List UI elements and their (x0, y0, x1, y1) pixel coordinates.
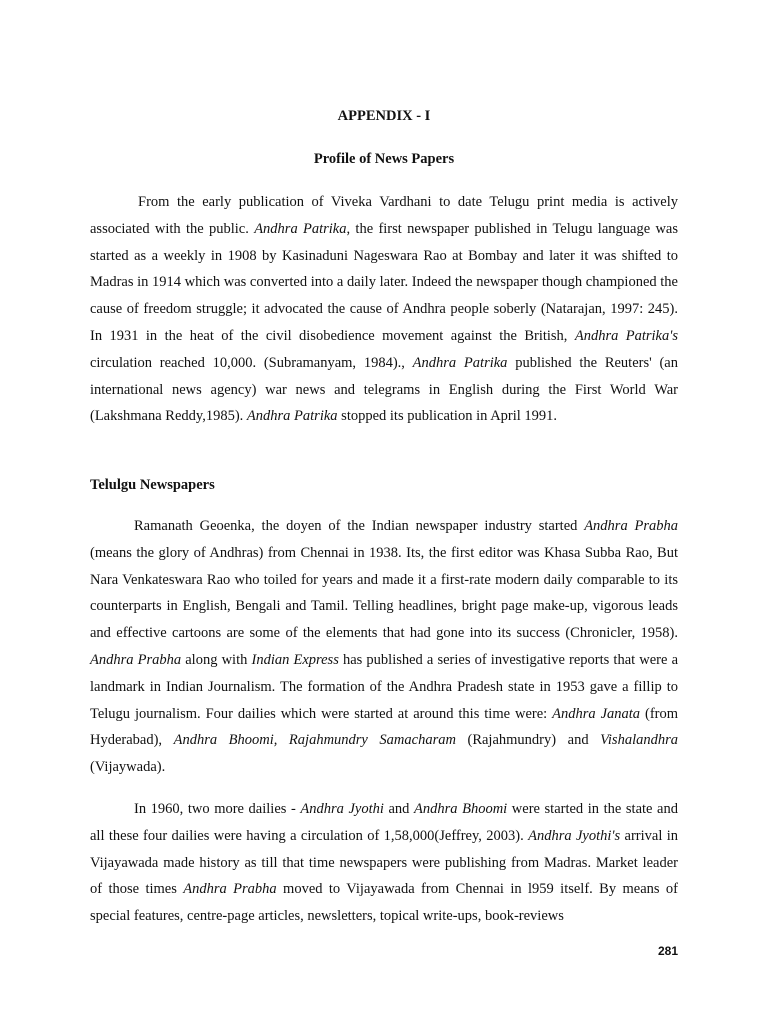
appendix-title: APPENDIX - I (337, 108, 431, 124)
text-span: Ramanath Geoenka, the doyen of the Indian newspaper industry started (134, 518, 585, 534)
italic-title: Andhra Bhoomi (414, 801, 508, 817)
italic-title: Andhra Jyothi (300, 801, 384, 817)
italic-title: Andhra Prabha (584, 518, 678, 534)
italic-title: Andhra Janata (552, 705, 641, 722)
italic-title: Indian Express (251, 651, 339, 668)
italic-title: Andhra Prabha (183, 881, 277, 898)
paragraph-2 (90, 513, 678, 781)
text-span: circulation reached 10,000. (Subramanyam, 1984)., (90, 354, 413, 371)
document-page (90, 0, 678, 1024)
text-span: and (383, 801, 415, 817)
italic-title: Andhra Patrika (254, 220, 347, 237)
text-span: , the first newspaper published in Telugu language was started as a weekly in 1908 by Kasinaduni Nageswara Rao at Bombay and later it was shifted to Madras in 1914 which was converted into a daily later. Indeed the newspaper though championed the cause of freedom struggle; it advocated the cause of Andhra people soberly (Natarajan, 1997: 245). In 1931 in the heat of the civil disobedience movement against the British, (90, 220, 679, 344)
page-number: 281 (657, 944, 678, 958)
italic-title: Andhra Jyothi's (528, 827, 621, 844)
text-span: along with (181, 651, 252, 668)
italic-title: Andhra Patrika (246, 408, 338, 425)
text-span: (means the glory of Andhras) from Chennai in 1938. Its, the first editor was Khasa Subba Rao, But Nara Venkateswara Rao who toiled for years and made it a first-rate modern daily comparable to its counterparts in English, Bengali and Tamil. Telling headlines, bright page make-up, vigorous leads and effective cartoons are some of the elements that had gone into its success (Chronicler, 1958). (90, 544, 678, 642)
document-subtitle: Profile of News Papers (313, 151, 455, 167)
section-heading: Telulgu Newspapers (90, 477, 215, 493)
paragraph-1 (90, 189, 678, 430)
italic-title: Vishalandhra (600, 732, 678, 749)
text-span: (Rajahmundry) and (455, 732, 601, 749)
text-span: published the Reuters' (an international news agency) war news and telegrams in English during the First World War (Lakshmana Reddy,1985). (90, 354, 678, 425)
text-span: has published a series of investigative reports that were a landmark in Indian Journalism. The formation of the Andhra Pradesh state in 1953 gave a fillip to Telugu journalism. Four dailies which were started at around this time were: (90, 651, 679, 722)
text-span: arrival in Vijayawada made history as till that time newspapers were publishing from Madras. Market leader of those times (90, 827, 678, 898)
italic-title: Andhra Prabha (90, 651, 182, 668)
text-span: From the early publication of Viveka Vardhani to date Telugu print media is actively associated with the public. (90, 194, 678, 237)
italic-title: Andhra Patrika (412, 354, 508, 371)
paragraph-3 (90, 796, 678, 930)
text-span: In 1960, two more dailies - (134, 801, 301, 817)
text-span: (Vijaywada). (90, 759, 166, 776)
text-span: stopped its publication in April 1991. (337, 408, 558, 425)
italic-title: Andhra Bhoomi, Rajahmundry Samacharam (173, 732, 456, 749)
italic-title: Andhra Patrika's (574, 327, 678, 344)
text-span: moved to Vijayawada from Chennai in l959 itself. By means of special features, centre-page articles, newsletters, topical write-ups, book-reviews (90, 881, 678, 925)
text-span: were started in the state and all these four dailies were having a circulation of 1,58,000(Jeffrey, 2003). (90, 801, 678, 844)
text-span: (from Hyderabad), (90, 705, 679, 749)
